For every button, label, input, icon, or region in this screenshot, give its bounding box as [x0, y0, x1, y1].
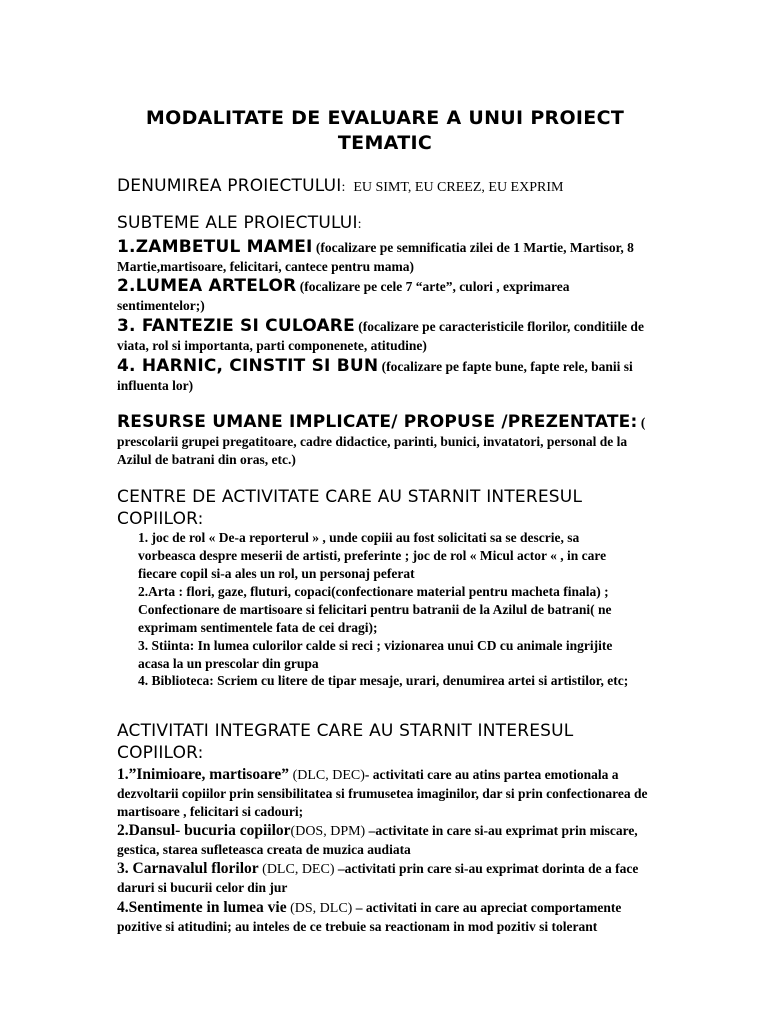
- subtheme-item: [117, 315, 657, 355]
- project-name-value: EU SIMT, EU CREEZ, EU EXPRIM: [353, 180, 564, 195]
- center-item: 1. joc de rol « De-a reporterul » , unde copiii au fost solicitati sa se descrie, sa vorbeasca despre meserii de artisti, preferinte ; joc de rol « Micul actor « , in care fiecare copil si-a ales un rol, un personaj peferat: [138, 530, 607, 581]
- subthemes-heading-line: [117, 212, 657, 234]
- subtheme-description: (focalizare pe fapte bune, fapte rele, banii si influenta lor): [117, 359, 633, 393]
- subtheme-name: LUMEA ARTELOR: [135, 276, 297, 296]
- activity-title: 3. Carnavalul florilor: [117, 860, 259, 877]
- subtheme-number: 2.: [117, 276, 136, 296]
- activity-description: –activitati prin care si-au exprimat dorinta de a face daruri si bucurii celor din jur: [117, 861, 639, 895]
- subtheme-item: [117, 236, 657, 276]
- subtheme-description: (focalizare pe caracteristicile florilor, conditiile de viata, rol si importanta, parti componenete, atitudine): [117, 319, 644, 353]
- project-name-line: [117, 175, 657, 197]
- subthemes-colon: :: [357, 217, 362, 232]
- activity-item: [117, 860, 657, 897]
- activity-description: - activitati care au atins partea emotionala a dezvoltarii copiilor prin sensibilitatea si frumusetea imaginilor, dar si prin confectionarea de martisoare , felicitari si cadouri;: [117, 767, 648, 819]
- activity-item: [117, 899, 657, 936]
- center-item: 3. Stiinta: In lumea culorilor calde si reci ; vizionarea unui CD cu animale ingrijite acasa la un prescolar din grupa: [138, 638, 613, 671]
- subtheme-item: [117, 355, 657, 395]
- subtheme-name: HARNIC, CINSTIT SI BUN: [141, 356, 379, 376]
- activity-title: 2.Dansul- bucuria copiilor: [117, 822, 291, 839]
- activity-code: (DLC, DEC): [289, 768, 365, 783]
- activities-heading: ACTIVITATI INTEGRATE CARE AU STARNIT INTERESUL COPIILOR:: [117, 721, 574, 763]
- subtheme-number: 4.: [117, 356, 142, 376]
- subtheme-number: 3.: [117, 316, 142, 336]
- subtheme-description: (focalizare pe cele 7 “arte”, culori , exprimarea sentimentelor;): [117, 279, 570, 313]
- center-item: 2.Arta : flori, gaze, fluturi, copaci(confectionare material pentru macheta finala) ; Confectionare de martisoare si felicitari pentru batranii de la Azilul de batrani( ne exprimam sentimentele fata de cei dragi);: [138, 584, 612, 635]
- resources-heading: RESURSE UMANE IMPLICATE/ PROPUSE /PREZENTATE:: [117, 412, 638, 432]
- activity-item: [117, 822, 657, 859]
- activity-title: 4.Sentimente in lumea vie: [117, 899, 287, 916]
- activity-description: –activitate in care si-au exprimat prin miscare, gestica, starea sufleteasca creata de muzica audiata: [117, 823, 638, 857]
- project-name-colon: :: [341, 180, 346, 195]
- subtheme-name: ZAMBETUL MAMEI: [135, 237, 313, 257]
- resources-description: ( prescolarii grupei pregatitoare, cadre didactice, parinti, bunici, invatatori, personal de la Azilul de batrani din oras, etc.): [117, 415, 646, 467]
- resources-section: [117, 411, 657, 469]
- subtheme-description: (focalizare pe semnificatia zilei de 1 Martie, Martisor, 8 Martie,martisoare, felicitari, cantece pentru mama): [117, 240, 634, 274]
- activity-code: (DS, DLC): [286, 901, 353, 916]
- document-title: MODALITATE DE EVALUARE A UNUI PROIECT TEMATIC: [145, 107, 625, 154]
- centers-heading: CENTRE DE ACTIVITATE CARE AU STARNIT INTERESUL COPIILOR:: [117, 487, 583, 529]
- activity-code: (DLC, DEC): [258, 862, 335, 877]
- activity-description: – activitati in care au apreciat comportamente pozitive si atitudini; au inteles de ce trebuie sa reactionam in mod pozitiv si tolerant: [117, 900, 622, 934]
- subtheme-name: FANTEZIE SI CULOARE: [141, 316, 355, 336]
- activity-item: [117, 766, 657, 821]
- activity-code: (DOS, DPM): [290, 824, 366, 839]
- activity-title: 1.”Inimioare, martisoare”: [117, 766, 290, 783]
- center-item: 4. Biblioteca: Scriem cu litere de tipar mesaje, urari, denumirea artei si artistilor, etc;: [138, 673, 629, 688]
- subtheme-item: [117, 275, 657, 315]
- project-name-label: DENUMIREA PROIECTULUI: [117, 176, 342, 196]
- subthemes-heading: SUBTEME ALE PROIECTULUI: [117, 213, 358, 233]
- subtheme-number: 1.: [117, 237, 136, 257]
